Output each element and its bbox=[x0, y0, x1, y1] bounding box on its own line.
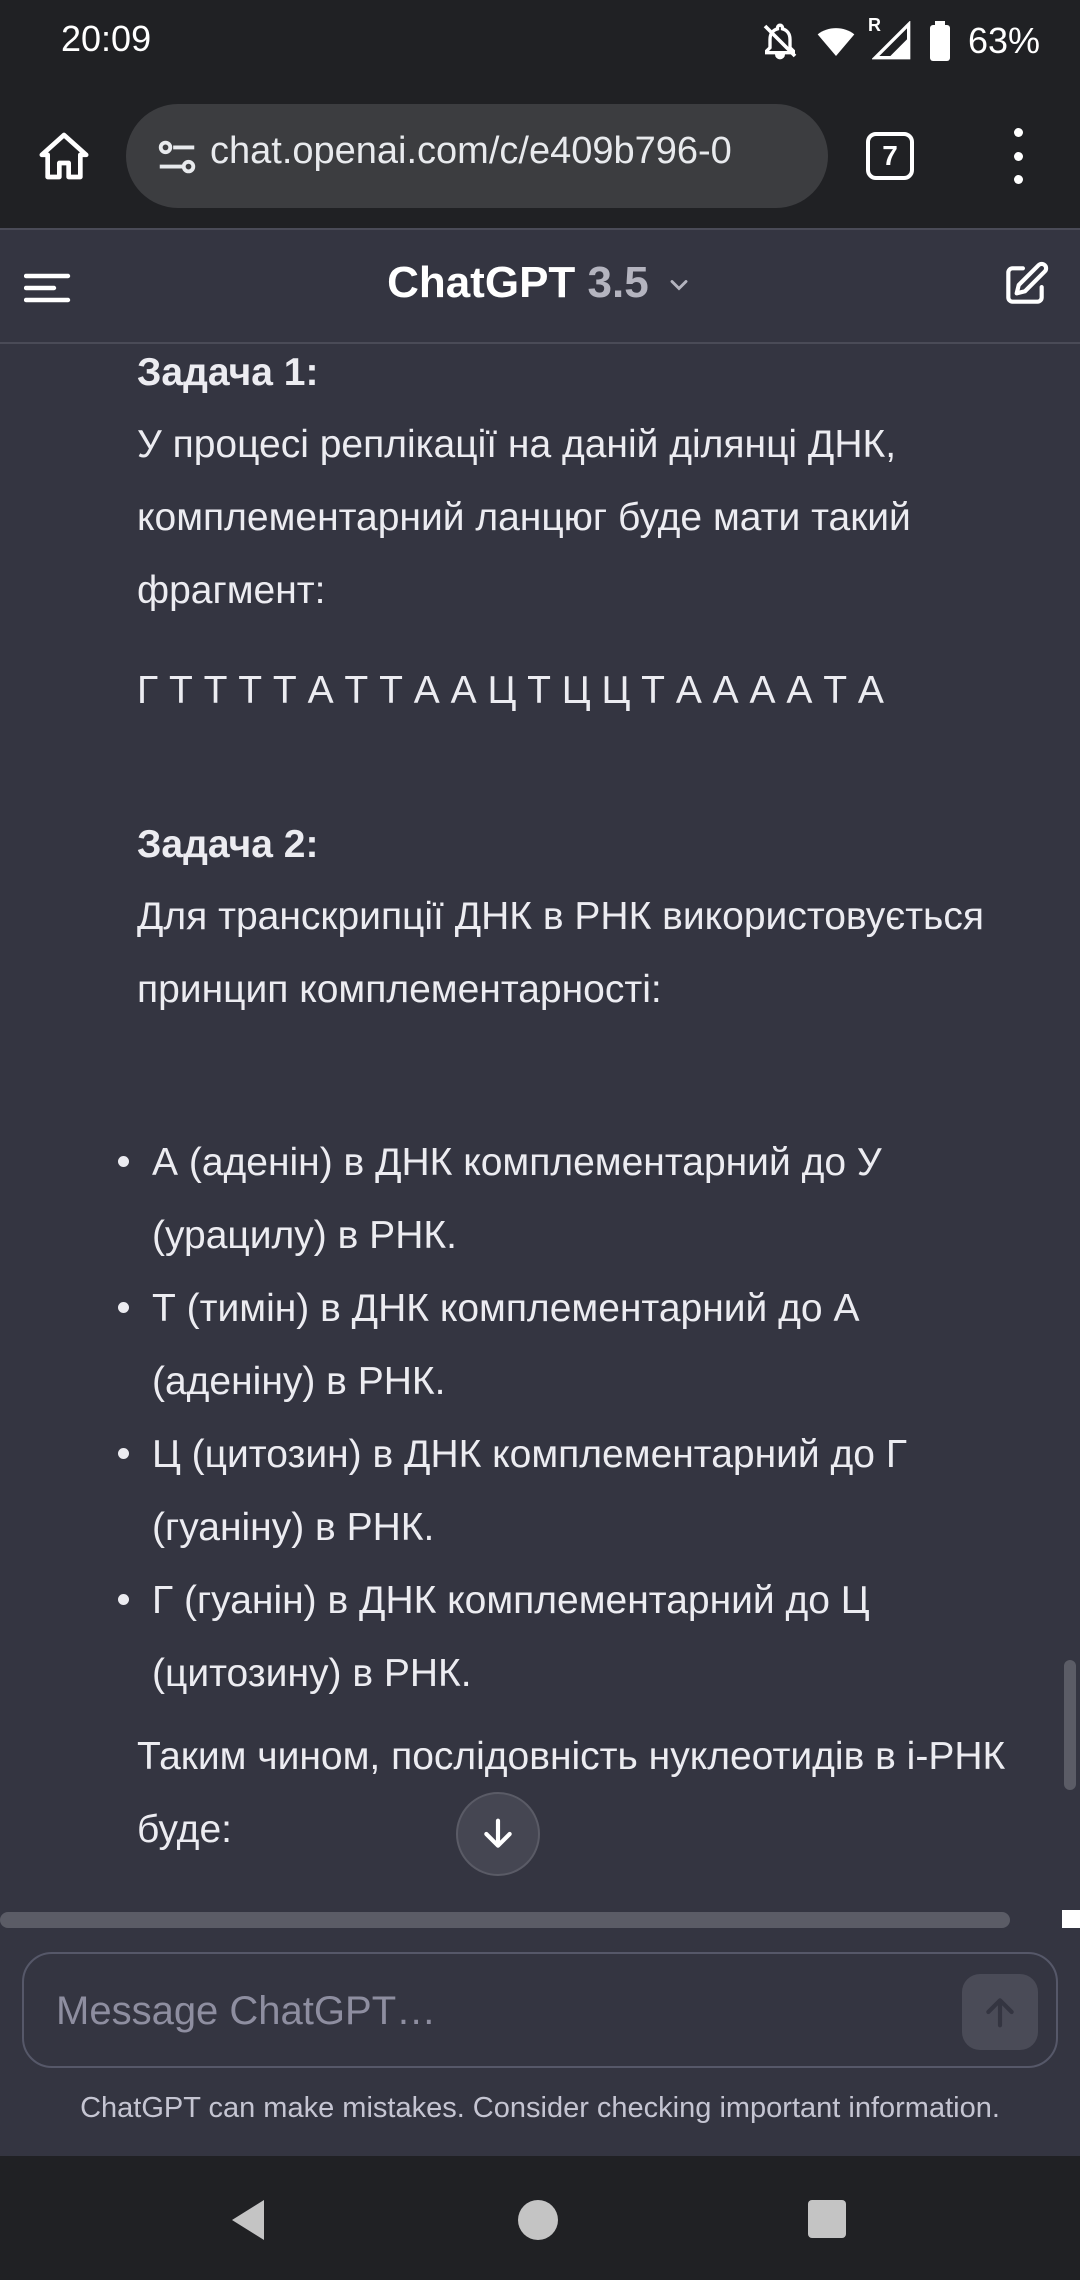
message-composer bbox=[22, 1952, 1058, 2068]
roaming-indicator: R bbox=[867, 15, 881, 35]
back-icon[interactable] bbox=[228, 2198, 268, 2242]
arrow-down-icon bbox=[478, 1814, 518, 1854]
home-icon bbox=[36, 128, 92, 184]
url-text[interactable]: chat.openai.com/c/e409b796-0 bbox=[210, 130, 732, 172]
task1-heading: Задача 1: bbox=[137, 351, 319, 394]
recents-icon[interactable] bbox=[808, 2200, 846, 2238]
assistant-message bbox=[0, 344, 1080, 1904]
system-navigation-bar bbox=[0, 2156, 1080, 2280]
task2-text: Для транскрипції ДНК в РНК використовується принцип комплементарності: bbox=[137, 895, 984, 1011]
disclaimer-text: ChatGPT can make mistakes. Consider checking important information. bbox=[80, 2092, 1000, 2124]
task1-text: У процесі реплікації на даній ділянці ДНК, комплементарний ланцюг буде мати такий фрагмент: bbox=[137, 423, 911, 612]
home-nav-icon[interactable] bbox=[518, 2200, 558, 2240]
status-icons bbox=[760, 14, 1040, 68]
address-bar[interactable] bbox=[126, 104, 828, 208]
site-settings-icon[interactable] bbox=[154, 134, 200, 180]
bullet-icon bbox=[118, 1302, 129, 1313]
more-vert-icon bbox=[1014, 128, 1023, 137]
message-input[interactable] bbox=[54, 1978, 938, 2044]
notifications-off-icon bbox=[760, 21, 800, 61]
bullet-icon bbox=[118, 1448, 129, 1459]
list-item-text: Т (тимін) в ДНК комплементарний до А (аденіну) в РНК. bbox=[152, 1287, 860, 1403]
list-item-text: Г (гуанін) в ДНК комплементарний до Ц (цитозину) в РНК. bbox=[152, 1579, 870, 1695]
bullet-icon bbox=[118, 1156, 129, 1167]
model-selector[interactable] bbox=[0, 258, 1080, 308]
task2-heading: Задача 2: bbox=[137, 823, 319, 866]
status-bar bbox=[0, 0, 1080, 82]
tab-switcher-button[interactable] bbox=[862, 128, 918, 184]
dna-sequence: Г Т Т Т Т А Т Т А А Ц Т Ц Ц Т А А А А Т А bbox=[137, 669, 884, 712]
model-version: 3.5 bbox=[587, 258, 649, 307]
tabs-icon bbox=[866, 132, 914, 180]
chat-header bbox=[0, 228, 1080, 344]
chevron-down-icon bbox=[665, 271, 693, 299]
home-button[interactable] bbox=[28, 120, 100, 192]
conclusion-text: Таким чином, послідовність нуклеотидів в і-РНК буде: bbox=[137, 1735, 1006, 1851]
model-name: ChatGPT bbox=[387, 258, 576, 307]
scroll-to-bottom-button[interactable] bbox=[456, 1792, 540, 1876]
scrollbar-corner bbox=[1062, 1910, 1080, 1928]
browser-menu-button[interactable] bbox=[996, 124, 1040, 188]
new-chat-icon[interactable] bbox=[1000, 260, 1050, 310]
horizontal-scrollbar[interactable] bbox=[0, 1912, 1010, 1928]
battery-percent: 63% bbox=[967, 20, 1040, 61]
wifi-icon bbox=[816, 21, 856, 61]
status-time: 20:09 bbox=[61, 18, 152, 59]
browser-toolbar bbox=[0, 82, 1080, 228]
list-item-text: Ц (цитозин) в ДНК комплементарний до Г (гуаніну) в РНК. bbox=[152, 1433, 907, 1549]
battery-icon bbox=[928, 21, 952, 61]
vertical-scrollbar[interactable] bbox=[1064, 1660, 1076, 1790]
cell-signal bbox=[867, 15, 912, 61]
list-item-text: А (аденін) в ДНК комплементарний до У (урацилу) в РНК. bbox=[152, 1141, 882, 1257]
tab-count: 7 bbox=[882, 140, 898, 171]
send-button[interactable] bbox=[962, 1974, 1038, 2050]
arrow-up-icon bbox=[980, 1992, 1020, 2032]
bullet-icon bbox=[118, 1594, 129, 1605]
